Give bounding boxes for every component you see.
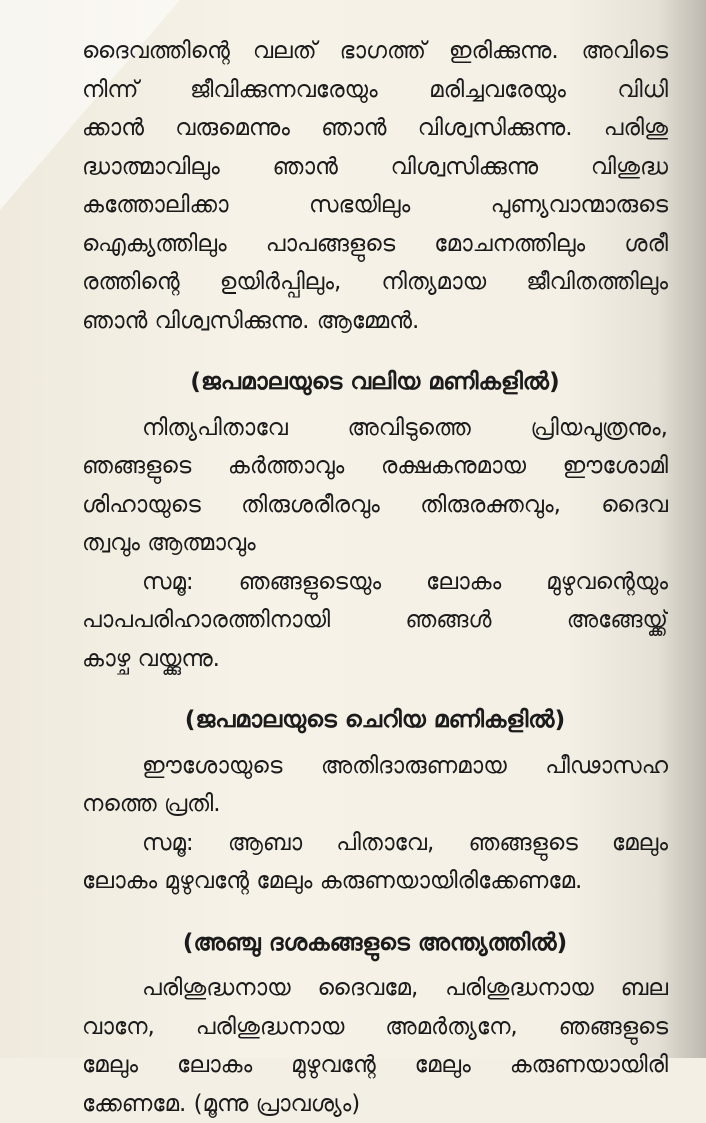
prayer-text	[82, 32, 668, 1123]
section-heading-decade-end: (അഞ്ചു ദശകങ്ങളുടെ അന്ത്യത്തിൽ)	[82, 923, 668, 962]
spacer	[82, 678, 668, 700]
text-line: നിന്ന് ജീവിക്കുന്നവരേയും മരിച്ചവരേയും വിധി	[82, 71, 668, 110]
text-line: ഞങ്ങളുടെ കർത്താവും രക്ഷകനുമായ ഈശോമി	[82, 447, 668, 486]
spacer	[82, 901, 668, 923]
text-line: ദൈവത്തിന്റെ വലത് ഭാഗത്ത് ഇരിക്കുന്നു. അവിടെ	[82, 32, 668, 71]
text-line: ലോകം മുഴുവന്റേ മേലും കരുണയായിരിക്കേണമേ.	[82, 862, 668, 901]
text-line: കത്തോലിക്കാ സഭയിലും പുണ്യവാന്മാരുടെ	[82, 186, 668, 225]
text-line: ഈശോയുടെ അതിദാരുണമായ പീഢാസഹ	[82, 747, 668, 786]
text-line: ഞാൻ വിശ്വസിക്കുന്നു. ആമ്മേൻ.	[82, 302, 668, 341]
paragraph-creed-end	[82, 32, 668, 340]
text-line: ശിഹായുടെ തിരുശരീരവും തിരുരക്തവും, ദൈവ	[82, 486, 668, 525]
text-line: നിത്യപിതാവേ അവിടുത്തെ പ്രിയപുത്രനും,	[82, 409, 668, 448]
spacer	[82, 401, 668, 409]
paragraph-response-1	[82, 563, 668, 679]
text-line: നത്തെ പ്രതി.	[82, 785, 668, 824]
text-line: കാഴ്ച വയ്ക്കുന്നു.	[82, 640, 668, 679]
section-heading-large-beads: (ജപമാലയുടെ വലിയ മണികളിൽ)	[82, 362, 668, 401]
text-line: ഐക്യത്തിലും പാപങ്ങളുടെ മോചനത്തിലും ശരീ	[82, 225, 668, 264]
spacer	[82, 739, 668, 747]
text-line: സമൂ: ആബാ പിതാവേ, ഞങ്ങളുടെ മേലും	[82, 824, 668, 863]
text-line: രത്തിന്റെ ഉയിർപ്പിലും, നിത്യമായ ജീവിതത്തിലും	[82, 263, 668, 302]
text-line: ക്കേണമേ. (മൂന്നു പ്രാവശ്യം)	[82, 1085, 668, 1123]
text-line: സമൂ: ഞങ്ങളുടെയും ലോകം മുഴുവന്റെയും	[82, 563, 668, 602]
paragraph-decade-end	[82, 969, 668, 1123]
text-line: ത്വവും ആത്മാവും	[82, 524, 668, 563]
section-heading-small-beads: (ജപമാലയുടെ ചെറിയ മണികളിൽ)	[82, 700, 668, 739]
spacer	[82, 961, 668, 969]
text-line: പാപപരിഹാരത്തിനായി ഞങ്ങൾ അങ്ങേയ്ക്ക്	[82, 601, 668, 640]
text-line: മേലും ലോകം മുഴുവന്റേ മേലും കരുണയായിരി	[82, 1046, 668, 1085]
text-line: വാനേ, പരിശുദ്ധനായ അമർത്യനേ, ഞങ്ങളുടെ	[82, 1008, 668, 1047]
paragraph-large-beads	[82, 409, 668, 563]
paragraph-small-beads	[82, 747, 668, 824]
paragraph-response-2	[82, 824, 668, 901]
text-line: ക്കാൻ വരുമെന്നും ഞാൻ വിശ്വസിക്കുന്നു. പരിശു	[82, 109, 668, 148]
text-line: ദ്ധാത്മാവിലും ഞാൻ വിശ്വസിക്കുന്നു വിശുദ്ധ	[82, 148, 668, 187]
spacer	[82, 340, 668, 362]
text-line: പരിശുദ്ധനായ ദൈവമേ, പരിശുദ്ധനായ ബല	[82, 969, 668, 1008]
